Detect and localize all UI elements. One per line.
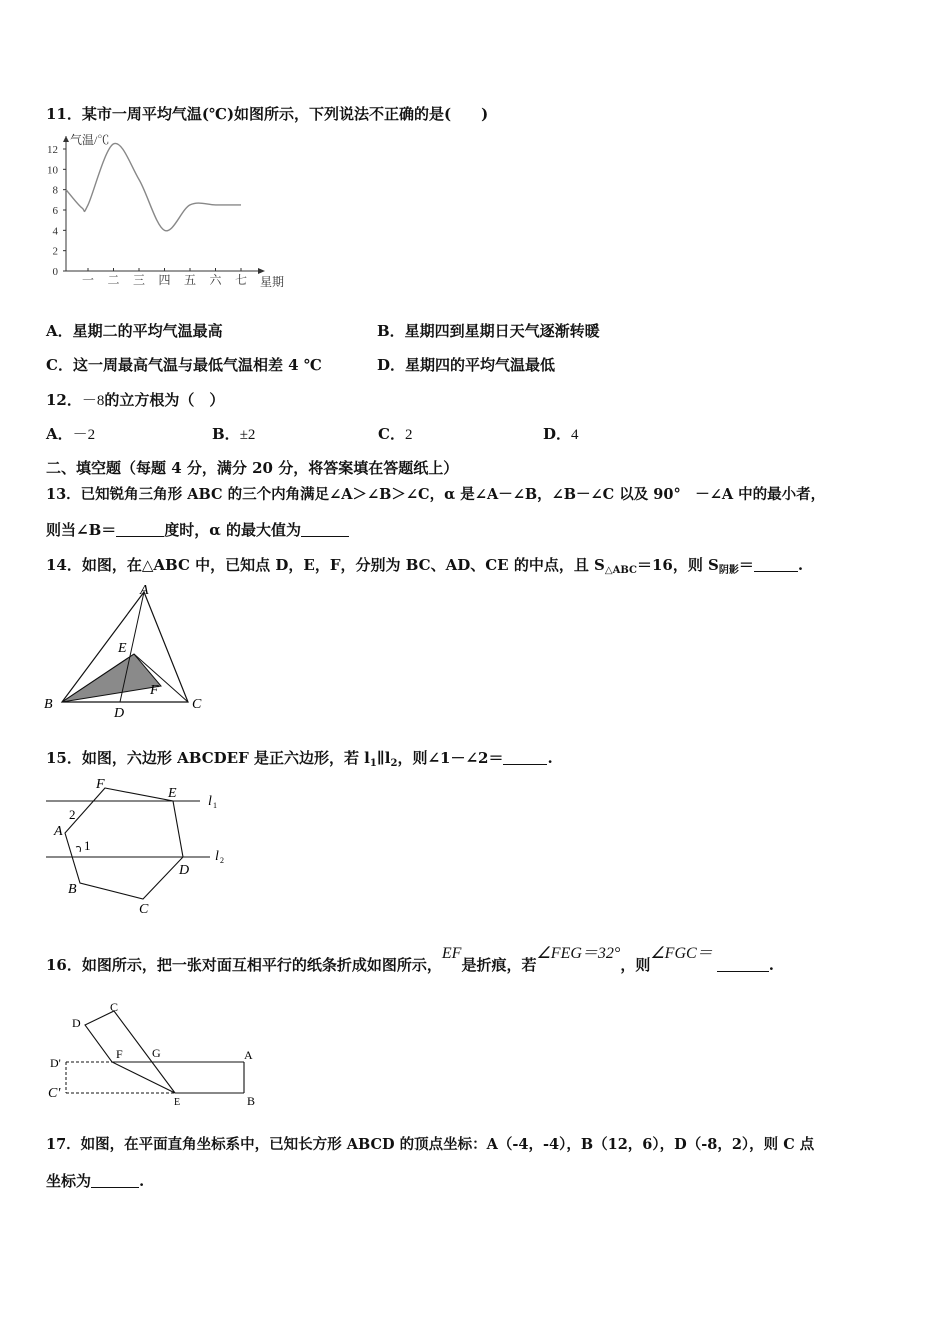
q16-blank[interactable] bbox=[717, 957, 769, 972]
q15-label-d: D bbox=[179, 863, 190, 878]
q14-label-f: F bbox=[150, 683, 159, 698]
q15-label-l2: l bbox=[215, 849, 219, 864]
temperature-series-line bbox=[66, 143, 241, 230]
q17-line2: 坐标为 . bbox=[46, 1172, 145, 1190]
q14-blank[interactable] bbox=[754, 557, 798, 572]
q15-label-b: B bbox=[68, 882, 77, 897]
q16-label-g: G bbox=[152, 1046, 161, 1060]
q14-label-e: E bbox=[118, 641, 127, 656]
q15-label-l1-sub: 1 bbox=[213, 801, 217, 810]
y-tick-label: 8 bbox=[52, 184, 58, 197]
q11-stem: 11．某市一周平均气温(℃)如图所示，下列说法不正确的是( ) bbox=[46, 105, 489, 123]
q15-label-l2-sub: 2 bbox=[220, 856, 224, 865]
q15-label-c: C bbox=[139, 902, 149, 917]
q15-label-f: F bbox=[96, 777, 105, 792]
y-tick-label: 6 bbox=[52, 205, 58, 217]
y-tick-label: 4 bbox=[52, 225, 58, 238]
q15-hexagon-figure bbox=[40, 775, 240, 920]
section2-heading: 二、填空题（每题 4 分，满分 20 分，将答案填在答题纸上） bbox=[46, 459, 459, 477]
q13-blank1[interactable] bbox=[116, 522, 164, 537]
q13-line1: 13．已知锐角三角形 ABC 的三个内角满足∠A＞∠B＞∠C，α 是∠A－∠B，∠B－∠C 以及 90° －∠A 中的最小者， bbox=[46, 486, 826, 503]
q15-label-l1: l bbox=[208, 794, 212, 809]
q11-option-a: A．星期二的平均气温最高 bbox=[46, 322, 223, 340]
q14-label-a: A bbox=[140, 583, 149, 598]
q11-option-c: C．这一周最高气温与最低气温相差 4 ℃ bbox=[46, 356, 322, 374]
q16-label-e: E bbox=[174, 1097, 181, 1108]
y-axis-label: 气温/℃ bbox=[70, 133, 110, 147]
x-tick-label: 二 bbox=[107, 273, 120, 287]
q17-blank[interactable] bbox=[91, 1173, 139, 1188]
y-axis-arrow bbox=[63, 136, 69, 142]
y-tick-label: 12 bbox=[47, 144, 58, 156]
x-tick-label: 三 bbox=[132, 273, 146, 287]
q13-blank2[interactable] bbox=[301, 522, 349, 537]
q16-stem: 16．如图所示，把一张对面互相平行的纸条折成如图所示，EF是折痕，若∠FEG＝32°，则∠FGC＝. bbox=[46, 945, 774, 974]
y-tick-label: 0 bbox=[52, 266, 58, 278]
temperature-line-chart bbox=[40, 128, 300, 298]
q16-label-b: B bbox=[247, 1094, 256, 1108]
q12-option-d: D．4 bbox=[543, 425, 579, 443]
q17-line1: 17．如图，在平面直角坐标系中，已知长方形 ABCD 的顶点坐标：A（-4，-4），B（12，6），D（-8，2），则 C 点 bbox=[46, 1136, 815, 1153]
q14-label-b: B bbox=[44, 697, 53, 712]
y-tick-label: 2 bbox=[52, 245, 58, 258]
x-tick-label: 一 bbox=[81, 273, 95, 287]
q15-stem: 15．如图，六边形 ABCDEF 是正六边形，若 $l_1\parallel l_2$，则∠1－∠2＝ . bbox=[46, 749, 553, 769]
q14-stem: 14．如图，在△ABC 中，已知点 D，E，F，分别为 BC、AD、CE 的中点，且 $S_{\triangle ABC}=16$，则 $S_{阴影}=$ . bbox=[46, 556, 804, 576]
q16-label-d-prime: D' bbox=[50, 1056, 61, 1070]
q13-line2: 则当∠B＝ 度时，α 的最大值为 bbox=[46, 519, 349, 540]
x-tick-label: 四 bbox=[158, 273, 171, 287]
q14-label-c: C bbox=[192, 697, 202, 712]
q11-option-d: D．星期四的平均气温最低 bbox=[377, 356, 556, 374]
x-axis-arrow bbox=[258, 268, 265, 274]
q12-num: 12． bbox=[46, 391, 82, 409]
q16-label-f: F bbox=[116, 1047, 123, 1061]
q16-label-c: C bbox=[110, 1000, 119, 1014]
q15-angle-2: 2 bbox=[69, 807, 76, 822]
q16-label-c-prime: C' bbox=[48, 1086, 61, 1101]
q16-label-d: D bbox=[72, 1016, 81, 1030]
q16-label-a: A bbox=[244, 1048, 253, 1062]
q15-label-e: E bbox=[168, 786, 177, 801]
x-tick-label: 五 bbox=[183, 273, 197, 287]
q12-option-a: A．－2 bbox=[46, 425, 96, 443]
q14-label-d: D bbox=[114, 706, 125, 721]
q15-label-a: A bbox=[54, 824, 63, 839]
q12-option-c: C．2 bbox=[378, 425, 413, 443]
q11-option-b: B．星期四到星期日天气逐渐转暖 bbox=[377, 322, 600, 340]
q12-value: －8 bbox=[81, 393, 105, 409]
x-tick-label: 六 bbox=[209, 273, 222, 287]
q14-triangle-figure bbox=[40, 580, 220, 720]
q12-option-b: B．±2 bbox=[212, 425, 256, 443]
x-tick-label: 七 bbox=[234, 273, 248, 287]
x-axis-label: 星期 bbox=[260, 275, 285, 289]
q15-blank[interactable] bbox=[503, 750, 547, 765]
q12-suffix: 的立方根为（ ） bbox=[104, 391, 225, 409]
y-tick-label: 10 bbox=[47, 164, 58, 177]
q12-stem bbox=[46, 389, 224, 410]
q15-angle-1: 1 bbox=[84, 838, 91, 853]
q16-paper-fold-figure bbox=[40, 995, 280, 1115]
